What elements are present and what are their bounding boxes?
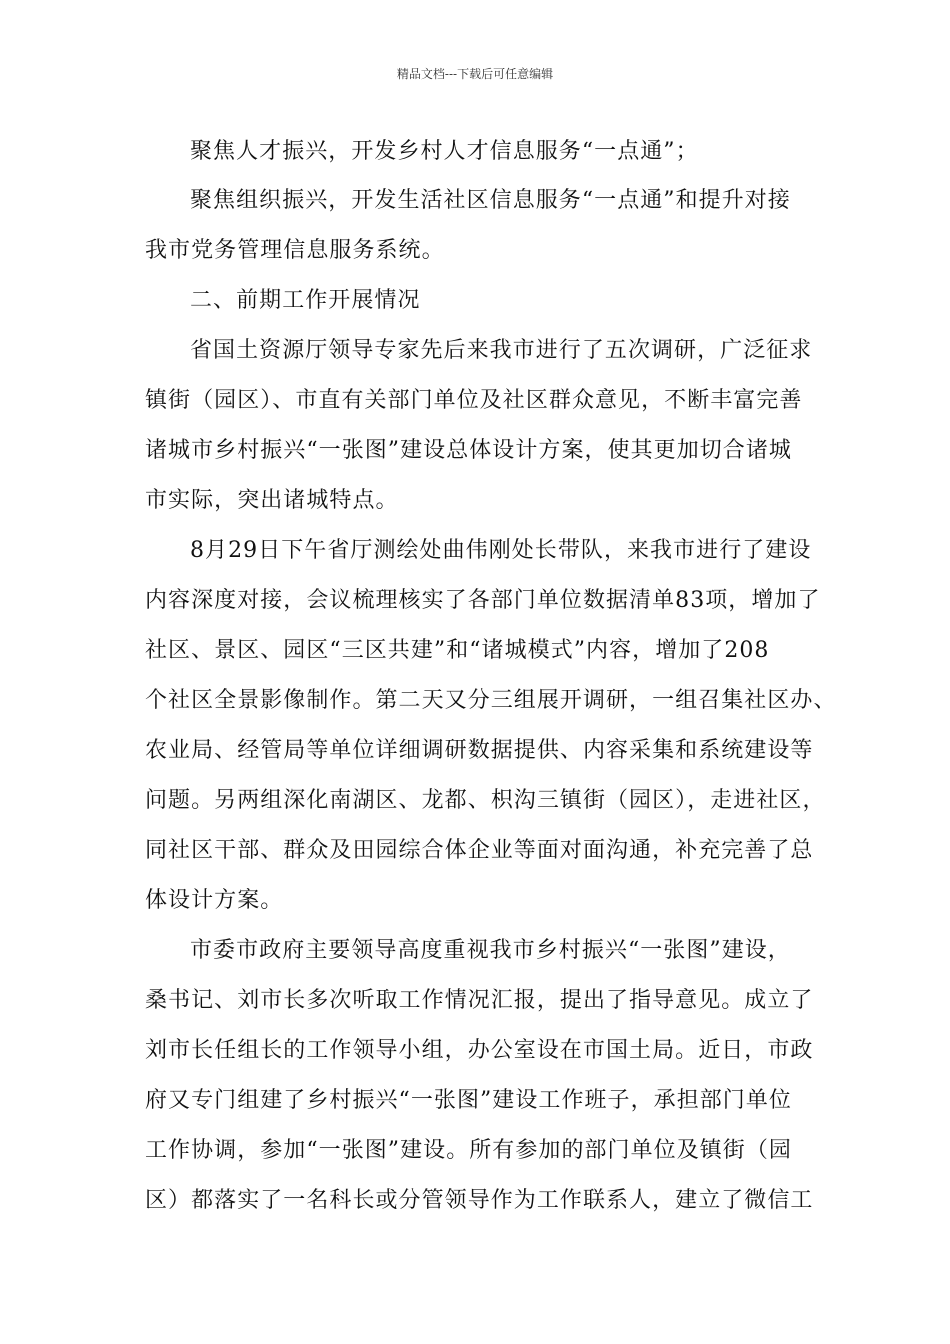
text-line: 市实际，突出诸城特点。 xyxy=(145,488,399,513)
text-line: 府又专门组建了乡村振兴“一张图”建设工作班子，承担部门单位 xyxy=(145,1088,792,1113)
text-line: 聚焦组织振兴，开发生活社区信息服务“一点通”和提升对接 xyxy=(190,188,791,213)
text-line: 内容深度对接，会议梳理核实了各部门单位数据清单83项，增加了 xyxy=(145,588,821,613)
text-line: 我市党务管理信息服务系统。 xyxy=(145,238,445,263)
page-header: 精品文档---下载后可任意编辑 xyxy=(396,67,554,81)
text-line: 同社区干部、群众及田园综合体企业等面对面沟通，补充完善了总 xyxy=(145,838,814,863)
text-line: 刘市长任组长的工作领导小组，办公室设在市国土局。近日，市政 xyxy=(145,1038,814,1063)
text-line: 聚焦人才振兴，开发乡村人才信息服务“一点通”； xyxy=(190,139,699,164)
text-line: 省国土资源厅领导专家先后来我市进行了五次调研，广泛征求 xyxy=(190,338,813,363)
text-line: 社区、景区、园区“三区共建”和“诸城模式”内容，增加了208 xyxy=(145,638,770,663)
text-line: 市委市政府主要领导高度重视我市乡村振兴“一张图”建设， xyxy=(190,938,791,963)
text-line: 诸城市乡村振兴“一张图”建设总体设计方案，使其更加切合诸城 xyxy=(145,438,792,463)
text-line: 体设计方案。 xyxy=(145,888,284,913)
text-line: 桑书记、刘市长多次听取工作情况汇报，提出了指导意见。成立了 xyxy=(145,988,814,1013)
section-heading: 二、前期工作开展情况 xyxy=(190,288,421,313)
text-line: 问题。另两组深化南湖区、龙都、枳沟三镇街（园区），走进社区， xyxy=(145,788,826,813)
text-line: 工作协调，参加“一张图”建设。所有参加的部门单位及镇街（园 xyxy=(145,1138,792,1163)
text-line: 镇街（园区）、市直有关部门单位及社区群众意见，不断丰富完善 xyxy=(145,388,803,413)
text-line: 个社区全景影像制作。第二天又分三组展开调研，一组召集社区办、 xyxy=(145,688,837,713)
text-line: 区）都落实了一名科长或分管领导作为工作联系人，建立了微信工 xyxy=(145,1188,814,1213)
text-line: 8月29日下午省厅测绘处曲伟刚处长带队，来我市进行了建设 xyxy=(190,538,812,563)
text-line: 农业局、经管局等单位详细调研数据提供、内容采集和系统建设等 xyxy=(145,738,814,763)
